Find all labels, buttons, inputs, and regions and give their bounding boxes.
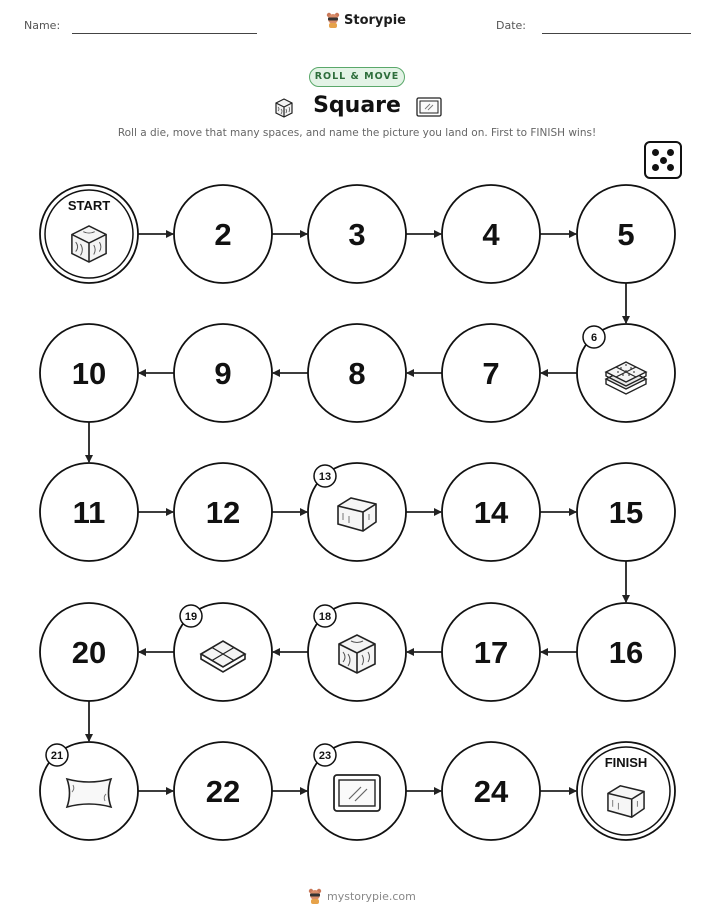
board-space[interactable] [40,742,138,840]
space-number: 13 [318,471,332,483]
space-number: 17 [473,635,509,670]
finish-space[interactable] [577,742,675,840]
wood-block-icon [339,635,375,673]
footer-url: mystorypie.com [327,889,416,903]
page-title: Square [313,93,401,118]
board-space[interactable] [308,742,406,840]
space-number: 8 [348,356,366,391]
board-space[interactable] [174,463,272,561]
board-space[interactable] [442,324,540,422]
space-number: 22 [205,774,241,809]
board-space[interactable] [174,603,272,701]
picture-frame-icon [334,775,380,811]
cube-icon [608,786,644,817]
board-space[interactable] [442,742,540,840]
instructions-text: Roll a die, move that many spaces, and name the picture you land on. First to FINISH wins! [117,127,597,139]
board-space[interactable] [308,185,406,283]
space-number: 19 [184,611,198,623]
space-number: 7 [482,356,500,391]
board-space[interactable] [442,185,540,283]
board-space[interactable] [442,603,540,701]
board-space[interactable] [442,463,540,561]
board-space[interactable] [174,324,272,422]
space-number: 23 [318,750,332,762]
board-space[interactable] [577,185,675,283]
space-number: 2 [214,217,232,252]
board-space[interactable] [40,324,138,422]
space-number: 5 [617,217,635,252]
space-number: 6 [590,332,598,344]
board-spaces [40,185,675,840]
space-number: 11 [72,495,106,530]
space-number: 3 [348,217,366,252]
space-number: 16 [608,635,644,670]
date-label: Date: [496,19,526,32]
space-number: 9 [214,356,232,391]
cube-icon [338,498,376,531]
space-number: 15 [608,495,644,530]
board-space[interactable] [577,463,675,561]
finish-label: FINISH [604,755,648,770]
space-number: 18 [318,611,332,623]
space-number: 21 [50,750,64,762]
space-number: 4 [482,217,500,252]
board-space[interactable] [577,324,675,422]
name-label: Name: [24,19,61,32]
space-number: 10 [71,356,107,391]
footer [308,888,416,904]
wood-block-icon [72,226,106,262]
board-space[interactable] [174,742,272,840]
board-space[interactable] [174,185,272,283]
pillow-icon [67,779,111,807]
board-space[interactable] [577,603,675,701]
start-label: START [67,198,111,213]
board-space[interactable] [308,324,406,422]
roll-and-move-badge: ROLL & MOVE [309,67,405,87]
start-space[interactable] [40,185,138,283]
brand-name: Storypie [344,12,406,28]
space-number: 12 [205,495,241,530]
board-space[interactable] [308,603,406,701]
space-number: 14 [473,495,509,530]
bear-mascot-icon [308,888,322,904]
board-space[interactable] [40,463,138,561]
space-number: 24 [473,774,509,809]
board-space[interactable] [308,463,406,561]
board-space[interactable] [40,603,138,701]
space-number: 20 [71,635,107,670]
